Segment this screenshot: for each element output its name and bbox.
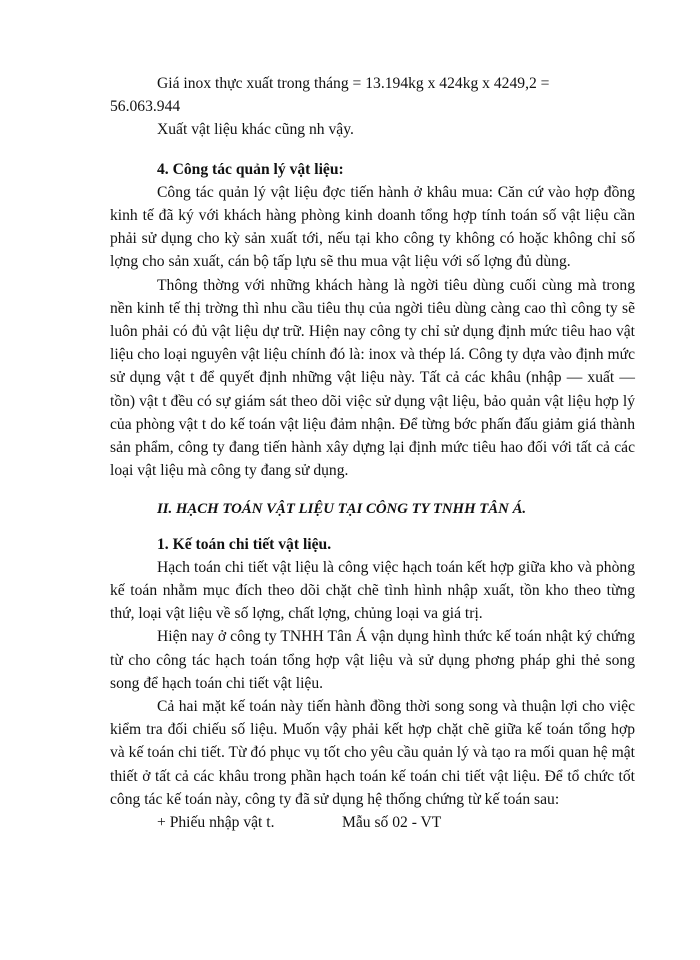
section-ii-title: II. HẠCH TOÁN VẬT LIỆU TẠI CÔNG TY TNHH TÂN Á.: [157, 501, 527, 518]
formula-line: Giá inox thực xuất trong tháng = 13.194kg x 424kg x 4249,2 =: [157, 75, 550, 92]
section-4-heading: 4. Công tác quản lý vật liệu:: [157, 160, 344, 178]
subsection-1-paragraph: Hiện nay ở công ty TNHH Tân Á vận dụng hình thức kế toán nhật ký chứng từ cho công tác hạch toán tổng hợp vật liệu và sử dụng phơng pháp ghi thẻ song song để hạch toán chi tiết vật liệu.: [110, 628, 635, 692]
subsection-1-paragraph: Hạch toán chi tiết vật liệu là công việc hạch toán kết hợp giữa kho và phòng kế toán nhằm mục đích theo dõi chặt chẽ tình hình nhập xuất, tồn kho theo từng thứ, loại vật liệu về số lợng, chất lợng, chủng loại va giá trị.: [110, 558, 635, 623]
subsection-1-heading: 1. Kế toán chi tiết vật liệu.: [157, 535, 332, 553]
formula-result: 56.063.944: [110, 98, 181, 116]
document-page: [110, 72, 635, 834]
voucher-label: + Phiếu nhập vật t.: [157, 814, 275, 832]
voucher-list-item: [110, 811, 635, 834]
subsection-1-paragraph: Cả hai mặt kế toán này tiến hành đồng thời song song và thuận lợi cho việc kiểm tra đối chiếu số liệu. Muốn vậy phải kết hợp chặt chẽ giữa kế toán tổng hợp và kế toán chi tiết. Từ đó phục vụ tốt cho yêu cầu quản lý và tạo ra mối quan hệ mật thiết ở tất cả các khâu trong phần hạch toán kế toán chi tiết vật liệu. Để tổ chức tốt công tác kế toán này, công ty đã sử dụng hệ thống chứng từ kế toán sau:: [110, 698, 635, 808]
section-4-paragraph: Thông thờng với những khách hàng là ngời tiêu dùng cuối cùng mà trong nền kinh tế thị trờng thì nhu cầu tiêu thụ của ngời tiêu dùng càng cao thì công ty sẽ luôn phải có đủ vật liệu dự trữ. Hiện nay công ty chỉ sử dụng định mức tiêu hao vật liệu cho loại nguyên vật liệu chính đó là: inox và thép lá. Công ty dựa vào định mức sử dụng vật t để quyết định những vật liệu này. Tất cả các khâu (nhập — xuất — tồn) vật t đều có sự giám sát theo dõi việc sử dụng vật liệu, bảo quản vật liệu hợp lý của phòng vật t do kế toán vật liệu đảm nhận. Để từng bớc phấn đấu giảm giá thành sản phẩm, công ty đang tiến hành xây dựng lại định mức tiêu hao đối với tất cả các loại vật liệu mà công ty đang sử dụng.: [110, 276, 635, 480]
voucher-form-number: Mẫu số 02 - VT: [342, 814, 442, 832]
section-4-paragraph: Công tác quản lý vật liệu đợc tiến hành ở khâu mua: Căn cứ vào hợp đồng kinh tế đã ký với khách hàng phòng kinh doanh tổng hợp tính toán số vật liệu cần phải sử dụng cho kỳ sản xuất tới, nếu tại kho công ty không có hoặc không chỉ số lợng cho sản xuất, cán bộ tấp lựu sẽ thu mua vật liệu với số lợng đủ dùng.: [110, 183, 635, 271]
other-materials-note: Xuất vật liệu khác cũng nh vậy.: [157, 121, 354, 139]
